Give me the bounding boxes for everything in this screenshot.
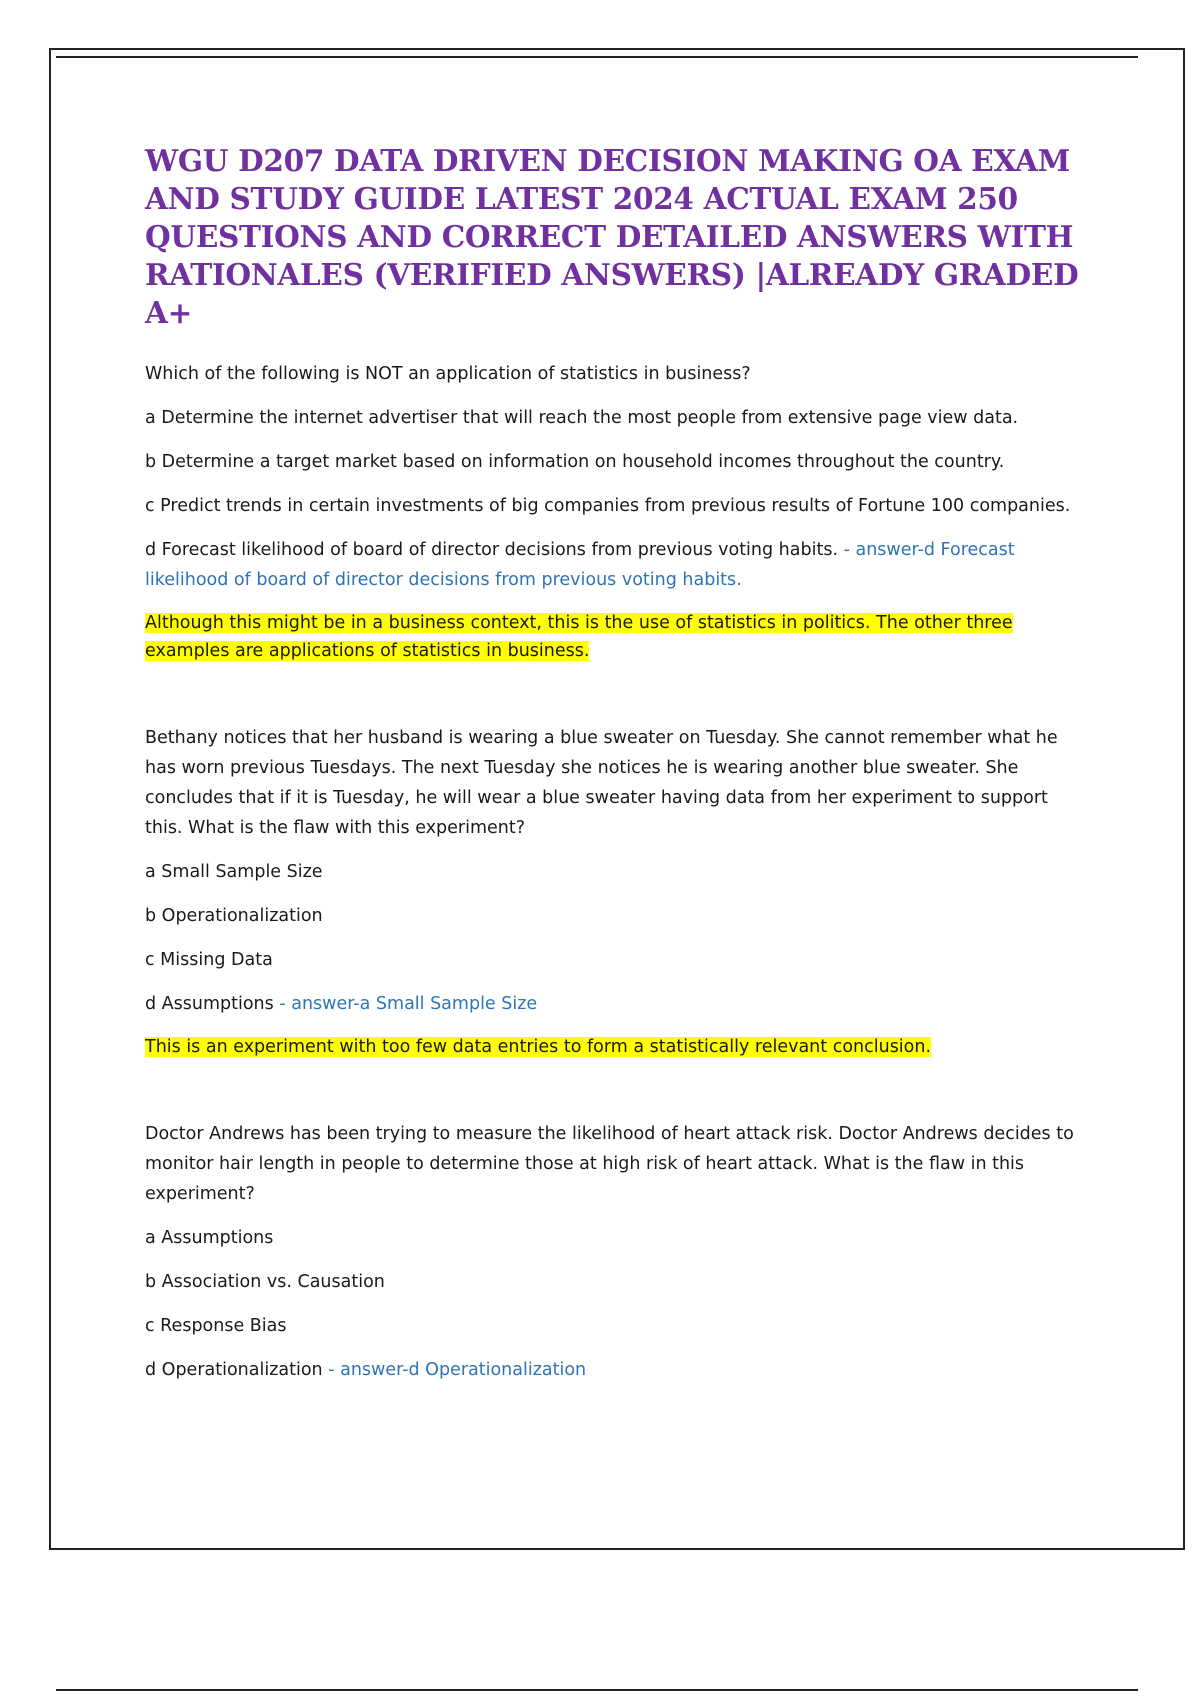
question-text: Doctor Andrews has been trying to measure the likelihood of heart attack risk. Doctor Andrews decides to monitor hair length in people to determine those at high risk of heart attack. What is the flaw in this experiment? — [145, 1124, 1074, 1204]
document-title: WGU D207 DATA DRIVEN DECISION MAKING OA EXAM AND STUDY GUIDE LATEST 2024 ACTUAL EXAM 250 QUESTIONS AND CORRECT DETAILED ANSWERS WITH RATIONALES (VERIFIED ANSWERS) |ALREADY GRADED A+ — [145, 143, 1079, 330]
rationale — [145, 1033, 1090, 1061]
answer-text: - answer-d Operationalization — [328, 1360, 587, 1380]
option-d-text: d Forecast likelihood of board of director decisions from previous voting habits. — [145, 540, 839, 560]
top-rule — [56, 56, 1138, 58]
option-b: b Operationalization — [145, 906, 323, 926]
question-text: Bethany notices that her husband is wearing a blue sweater on Tuesday. She cannot remember what he has worn previous Tuesdays. The next Tuesday she notices he is wearing another blue sweater. She concludes that if it is Tuesday, he will wear a blue sweater having data from her experiment to support this. What is the flaw with this experiment? — [145, 728, 1058, 838]
option-c: c Missing Data — [145, 950, 273, 970]
rationale-highlight: This is an experiment with too few data entries to form a statistically relevant conclusion. — [145, 1037, 932, 1057]
bottom-rule — [56, 1689, 1138, 1691]
rationale-highlight: Although this might be in a business context, this is the use of statistics in politics. The other three examples are applications of statistics in business. — [145, 613, 1013, 661]
spacer — [145, 679, 1090, 723]
option-d — [145, 535, 1090, 595]
question-text: Which of the following is NOT an application of statistics in business? — [145, 364, 751, 384]
option-c: c Predict trends in certain investments of big companies from previous results of Fortune 100 companies. — [145, 496, 1071, 516]
spacer — [145, 1075, 1090, 1119]
question-block-2 — [145, 723, 1090, 1061]
option-d — [145, 989, 1090, 1019]
question-block-1 — [145, 359, 1090, 665]
rationale — [145, 609, 1090, 665]
option-a: a Assumptions — [145, 1228, 274, 1248]
option-a: a Determine the internet advertiser that will reach the most people from extensive page view data. — [145, 408, 1019, 428]
option-b: b Determine a target market based on information on household incomes throughout the country. — [145, 452, 1005, 472]
option-d-text: d Operationalization — [145, 1360, 323, 1380]
option-a: a Small Sample Size — [145, 862, 323, 882]
answer-text: - answer-d Forecast likelihood of board of director decisions from previous voting habits. — [145, 540, 1015, 590]
option-b: b Association vs. Causation — [145, 1272, 385, 1292]
option-d — [145, 1355, 1090, 1385]
document-content — [145, 142, 1090, 1399]
option-c: c Response Bias — [145, 1316, 287, 1336]
answer-text: - answer-a Small Sample Size — [279, 994, 538, 1014]
option-d-text: d Assumptions — [145, 994, 274, 1014]
question-block-3 — [145, 1119, 1090, 1385]
